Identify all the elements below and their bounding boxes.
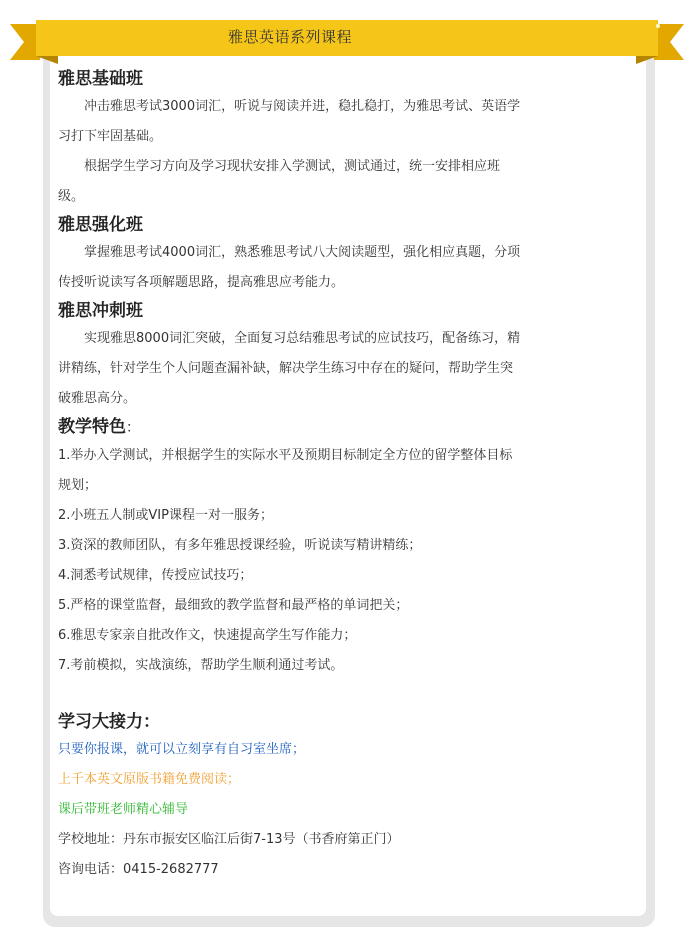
relay-line-seat: 只要你报课，就可以立刻享有自习室坐席； [58,742,306,757]
feature-item-4: 4.洞悉考试规律，传授应试技巧； [58,568,253,583]
features-title-text: 教学特色 [58,417,126,437]
sprint-paragraph: 实现雅思8000词汇突破，全面复习总结雅思考试的应试技巧，配备练习，精讲精练，针对学生个人问题查漏补缺，解决学生练习中存在的疑问，帮助学生突破雅思高分。 [58,331,521,406]
feature-item-7: 7.考前模拟，实战演练，帮助学生顺利通过考试。 [58,658,344,673]
feature-item-2: 2.小班五人制或VIP课程一对一服务； [58,508,273,523]
section-title-sprint: 雅思冲刺班 [58,301,143,321]
contact-phone: 咨询电话：0415-2682777 [58,862,219,877]
section-title-strengthen: 雅思强化班 [58,215,143,235]
feature-item-5: 5.严格的课堂监督，最细致的教学监督和最严格的单词把关； [58,598,409,613]
relay-line-tutoring: 课后带班老师精心辅导 [58,802,189,817]
page-title: 雅思英语系列课程 [227,28,352,46]
section-title-basic: 雅思基础班 [58,69,143,89]
section-title-features [58,414,524,441]
spacer [58,681,524,709]
section-title-relay: 学习大接力： [58,712,160,732]
basic-paragraph-2: 根据学生学习方向及学习现状安排入学测试，测试通过，统一安排相应班级。 [58,159,501,204]
strengthen-paragraph: 掌握雅思考试4000词汇，熟悉雅思考试八大阅读题型，强化相应真题，分项传授听说读写各项解题思路，提高雅思应考能力。 [58,245,521,290]
article-content [58,66,524,885]
relay-line-books: 上千本英文原版书籍免费阅读； [58,772,241,787]
basic-paragraph-1: 冲击雅思考试3000词汇，听说与阅读并进，稳扎稳打，为雅思考试、英语学习打下牢固基础。 [58,99,521,144]
features-title-colon: ： [126,420,140,436]
feature-item-6: 6.雅思专家亲自批改作文，快速提高学生写作能力； [58,628,357,643]
feature-item-1: 1.举办入学测试，并根据学生的实际水平及预期目标制定全方位的留学整体目标规划； [58,448,513,493]
feature-item-3: 3.资深的教师团队，有多年雅思授课经验，听说读写精讲精练； [58,538,422,553]
school-address: 学校地址：丹东市振安区临江后街7-13号（书香府第正门） [58,832,400,847]
